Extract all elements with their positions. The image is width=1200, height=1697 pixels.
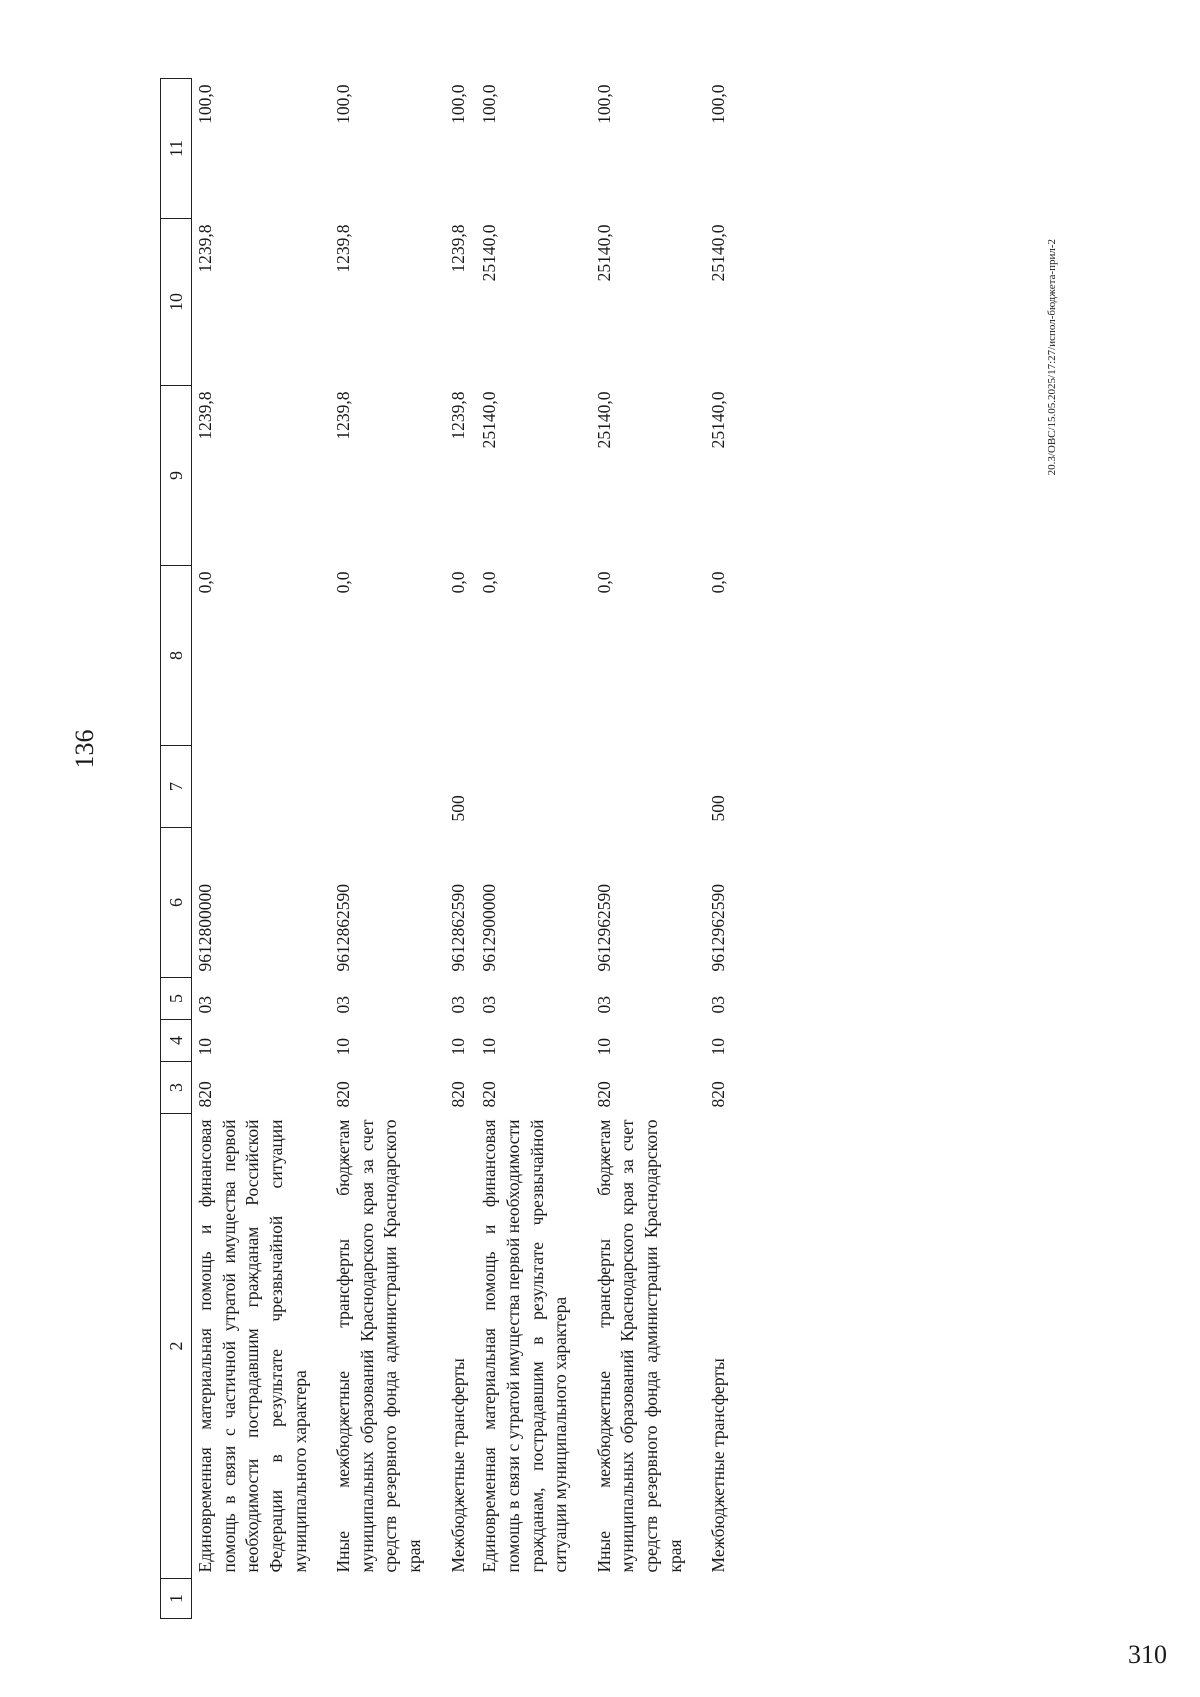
cell-col4: 10 [333,1038,354,1056]
table-row [433,79,477,1619]
cell-description: Межбюджетные трансферты [708,1358,729,1573]
cell-col3: 820 [195,1081,215,1108]
cell-description: Иные межбюджетные трансферты бюджетам муниципальных образований Краснодарского края за счет средств резервного фонда администрации Краснодарского края [333,1119,424,1573]
cell-description: Единовременная материальная помощь и финансовая помощь в связи с частичной утратой имущества первой необходимости пострадавшим гражданам Российской Федерации в результате чрезвычайной ситуации муниципального характера [195,1119,310,1573]
table-row [192,79,319,1619]
table-row [579,79,694,1619]
cell-col6: 9612962590 [593,884,614,972]
cell-col10: 1239,8 [333,224,354,273]
cell-col11: 100,0 [195,84,215,124]
inner-page-number: 136 [70,729,99,769]
cell-col8: 0,0 [195,571,215,594]
header-col-1: 1 [161,1579,192,1619]
cell-col8: 0,0 [479,571,500,594]
cell-col11: 100,0 [447,84,468,124]
header-col-7: 7 [161,746,192,828]
cell-col6: 9612862590 [333,884,354,972]
cell-col7: 500 [708,795,729,822]
cell-col11: 100,0 [479,84,500,124]
header-col-4: 4 [161,1020,192,1062]
cell-col8: 0,0 [447,571,468,594]
cell-col3: 820 [708,1081,729,1108]
header-col-2: 2 [161,1114,192,1579]
cell-col7 [579,746,694,828]
cell-col7 [476,746,579,828]
cell-col1 [192,1579,319,1619]
cell-col3: 820 [333,1081,354,1108]
header-col-5: 5 [161,978,192,1020]
cell-col11: 100,0 [593,84,614,124]
cell-col7 [318,746,433,828]
header-col-11: 11 [161,79,192,219]
cell-col4: 10 [447,1038,468,1056]
cell-col5: 03 [708,996,729,1014]
cell-col4: 10 [708,1038,729,1056]
header-col-9: 9 [161,386,192,566]
cell-col6: 9612862590 [447,884,468,972]
cell-col6: 9612800000 [195,884,215,972]
rotated-table-area [70,79,1058,1619]
cell-col9: 1239,8 [333,391,354,440]
cell-col11: 100,0 [708,84,729,124]
cell-col3: 820 [479,1081,500,1108]
cell-col5: 03 [593,996,614,1014]
cell-col8: 0,0 [593,571,614,594]
cell-col9: 1239,8 [447,391,468,440]
cell-col5: 03 [333,996,354,1014]
cell-col9: 25140,0 [708,391,729,449]
cell-col1 [579,1579,694,1619]
table-row [318,79,433,1619]
cell-col8: 0,0 [708,571,729,594]
cell-col3: 820 [593,1081,614,1108]
cell-col1 [433,1579,477,1619]
cell-col11: 100,0 [333,84,354,124]
cell-col10: 25140,0 [593,224,614,282]
cell-col10: 25140,0 [708,224,729,282]
document-footer-code: 20.3/ОВС/15.05.2025/17:27/испол-бюджета-прил-2 [1046,239,1058,476]
cell-col1 [318,1579,433,1619]
cell-description: Иные межбюджетные трансферты бюджетам муниципальных образований Краснодарского края за счет средств резервного фонда администрации Краснодарского края [593,1119,685,1573]
cell-col7: 500 [447,795,468,822]
table-row [693,79,737,1619]
cell-col9: 1239,8 [195,391,215,440]
cell-col10: 25140,0 [479,224,500,282]
header-col-3: 3 [161,1062,192,1114]
cell-col4: 10 [479,1038,500,1056]
table-row [476,79,579,1619]
cell-col9: 25140,0 [479,391,500,449]
cell-col5: 03 [447,996,468,1014]
cell-col1 [476,1579,579,1619]
cell-col6: 9612962590 [708,884,729,972]
sheet-number: 310 [1128,1640,1167,1669]
cell-col4: 10 [195,1038,215,1056]
cell-col1 [693,1579,737,1619]
cell-col7 [192,746,319,828]
header-col-10: 10 [161,219,192,386]
cell-col10: 1239,8 [447,224,468,273]
cell-col4: 10 [593,1038,614,1056]
cell-description: Межбюджетные трансферты [447,1358,468,1573]
cell-col10: 1239,8 [195,224,215,273]
header-col-6: 6 [161,828,192,978]
cell-col8: 0,0 [333,571,354,594]
table-header-row [161,79,192,1619]
cell-description: Единовременная материальная помощь и финансовая помощь в связи с утратой имущества первой необходимости гражданам, пострадавшим в результате чрезвычайной ситуации муниципального характера [479,1119,571,1573]
cell-col5: 03 [479,996,500,1014]
budget-table [160,78,737,1619]
cell-col3: 820 [447,1081,468,1108]
cell-col5: 03 [195,996,215,1014]
cell-col9: 25140,0 [593,391,614,449]
header-col-8: 8 [161,566,192,746]
cell-col6: 9612900000 [479,884,500,972]
